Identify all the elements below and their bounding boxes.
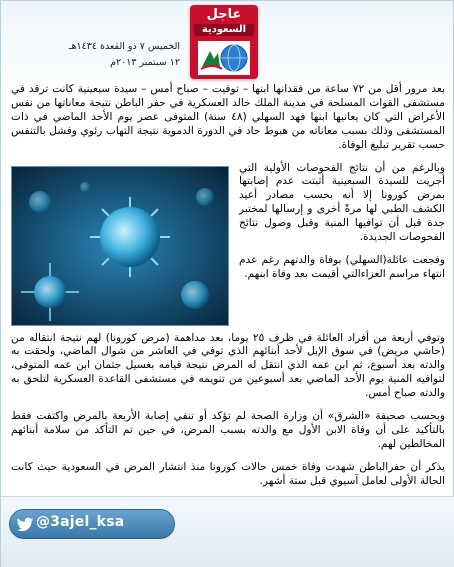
brand-logo[interactable]	[190, 5, 258, 79]
article-paragraph-2: وبالرغم من أن نتائج الفحوصات الأولية التي أجريت للسيدة السبعينية أثبتت عدم إصابتها بمرض كورونا إلا أنه بحسب مصادر أعيد الكشف الطبي لها مرةً أخرى و إرسالها لمختبر جدة قبل أن توافيها المنية وقبل وصول نتائج الفحوصات الجديدة.	[239, 161, 445, 244]
virus-illustration-icon	[11, 167, 228, 326]
header	[1, 1, 454, 83]
article-body	[11, 83, 445, 498]
footer	[1, 496, 454, 567]
date-gregorian: ١٢ سبتمبر ٢٠١٣م	[110, 57, 180, 68]
coronavirus-image	[11, 166, 229, 326]
globe-emblem-icon	[198, 41, 250, 75]
date-hijri: الخميس ٧ ذو القعدة ١٤٣٤هـ	[68, 41, 180, 52]
article-paragraph-1: بعد مرور أقل من ٧٢ ساعة من فقدانها ابنها – توفيت – صباح أمس – سيدة سبعينية كانت ترقد في مستشفى القوات المسلحة في مدينة الملك خالد العسكرية في حفر الباطن نتيجة معاناتها من نفس الأعراض التي كان يعانيها ابنها فهد السهلي (٤٨ سنة) المتوفى عصر يوم الأحد الماضي في ذات المستشفى وذلك بسبب معاناته من هبوط حاد في الدورة الدموية نتيجة التهاب رئوي وفشل بالتنفس حسب تقرير تبليغ الوفاة.	[11, 83, 445, 151]
article-paragraph-6: يذكر أن حفرالباطن شهدت وفاة خمس حالات كورونا منذ انتشار المرض في السعودية حيث كانت الحالة الأولى لعامل آسيوي قبل ستة أشهر.	[11, 460, 445, 487]
twitter-bird-icon	[16, 517, 34, 533]
article-paragraph-5: وبحسب صحيفة «الشرق» أن وزارة الصحة لم تؤكد أو تنفي إصابة الأربعة بالمرض واكتفت فقط بالتأكيد على أن وفاة الابن الأول مع والدته بسبب المرض، في حين تم التأكد من سلامة أبنائهم المخالطين لهم.	[11, 410, 445, 450]
date-block	[60, 39, 180, 71]
logo-title: عاجل	[206, 7, 242, 22]
article-paragraph-4: وتوفي أربعة من أفراد العائلة في ظرف ٢٥ يوما، بعد مداهمة (مرض كورونا) لهم نتيجة انتقاله من (حاشي مريض) في سوق الإبل لأحد أبنائهم الذي توفي في العاشر من شوال الماضي، ولحقت به والدته بعد أسبوع، ثم ابن عمه الذي انتقل له المرض نتيجة قيامه بغسيل جثمان ابن عمه المتوفى، لتوافيه المنية يوم الأحد الماضي بعد أسبوعين من تنويمه في مستشفى القاعدة العسكرية لتلحق به والدته صباح أمس.	[11, 331, 445, 400]
twitter-handle: @3ajel_ksa	[36, 514, 125, 530]
twitter-handle-button[interactable]	[9, 509, 175, 539]
logo-subtitle: السعودية	[194, 24, 254, 36]
image-wrap-block	[11, 162, 445, 332]
article-paragraph-3: وفجعت عائلة(السهلي) بوفاة والدتهم رغم عدم انتهاء مراسم العزاءالتي أقيمت بعد وفاة ابنهم.	[239, 253, 445, 280]
